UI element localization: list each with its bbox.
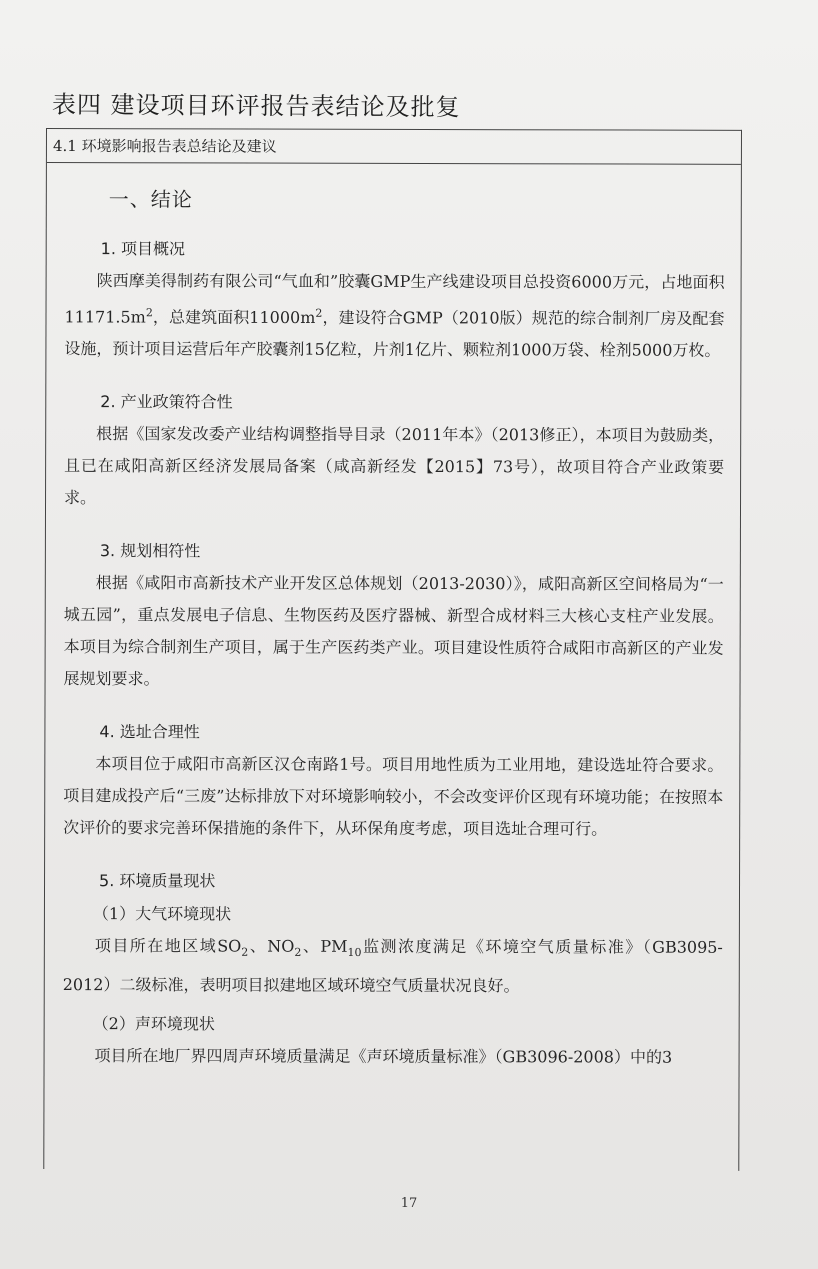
- sec5-air-s3: 10: [347, 946, 362, 960]
- sec1-text-b: ，总建筑面积11000m: [152, 307, 316, 328]
- sec5-air-d: 监测浓度满足《环境空气质量标准》（GB3095-2012）二级标准，表明项目拟建地区域环境空气质量状况良好。: [62, 937, 723, 995]
- document-body: [45, 183, 741, 1073]
- sec5-heading: 5. 环境质量现状: [99, 871, 216, 891]
- sec4-heading: 4. 选址合理性: [99, 722, 200, 742]
- sec1-text-a: 陕西摩美得制药有限公司“气血和”胶囊GMP生产线建设项目总投资6000万元，占地面积11171.5m: [64, 271, 725, 327]
- sec3-heading: 3. 规划相符性: [99, 541, 201, 561]
- sec5-air-s2: 2: [294, 946, 302, 960]
- page-number: 17: [400, 1196, 418, 1211]
- sec1-text-c: ，建设符合GMP（2010版）规范的综合制剂厂房及配套设施，预计项目运营后年产胶囊剂15亿粒，片剂1亿片、颗粒剂1000万袋、栓剂5000万枚。: [64, 308, 725, 361]
- sec5-air-c: 、PM: [301, 936, 348, 957]
- sec4-paragraph: 本项目位于咸阳市高新区汉仓南路1号。项目用地性质为工业用地，建设选址符合要求。项目建成投产后“三废”达标排放下对环境影响较小，不会改变评价区现有环境功能；在按照本次评价的要求完善环保措施的条件下，从环保角度考虑，项目选址合理可行。: [63, 754, 724, 839]
- sec5-sub2: （2）声环境现状: [92, 1013, 215, 1033]
- conclusion-heading: 一、结论: [108, 187, 193, 212]
- section-header: 4.1 环境影响报告表总结论及建议: [47, 129, 741, 165]
- content-table: [43, 128, 742, 1171]
- sec5-air-s1: 2: [241, 946, 249, 960]
- sec2-heading: 2. 产业政策符合性: [100, 392, 233, 412]
- sec2-paragraph: 根据《国家发改委产业结构调整指导目录（2011年本》（2013修正），本项目为鼓励类，且已在咸阳高新区经济发展局备案（咸高新经发【2015】73号），故项目符合产业政策要求。: [64, 424, 725, 508]
- sec1-sup2: 2: [315, 306, 323, 320]
- sec5-air-paragraph: [63, 930, 723, 1002]
- sec1-heading: 1. 项目概况: [100, 239, 186, 259]
- sec1-paragraph: [64, 265, 724, 367]
- sec3-paragraph: 根据《咸阳市高新技术产业开发区总体规划（2013-2030）》，咸阳高新区空间格局为“一城五园”，重点发展电子信息、生物医药及医疗器械、新型合成材料三大核心支柱产业发展。本项目为综合制剂生产项目，属于生产医药类产业。项目建设性质符合咸阳市高新区的产业发展规划要求。: [63, 573, 724, 689]
- page-title: 表四 建设项目环评报告表结论及批复: [51, 90, 461, 122]
- sec5-noise-paragraph: 项目所在地厂界四周声环境质量满足《声环境质量标准》（GB3096-2008）中的3: [94, 1045, 673, 1067]
- sec5-air-b: 、NO: [248, 936, 295, 956]
- sec1-sup1: 2: [145, 306, 153, 320]
- sec5-air-a: 项目所在地区域SO: [94, 936, 242, 956]
- sec5-sub1: （1）大气环境现状: [92, 904, 232, 924]
